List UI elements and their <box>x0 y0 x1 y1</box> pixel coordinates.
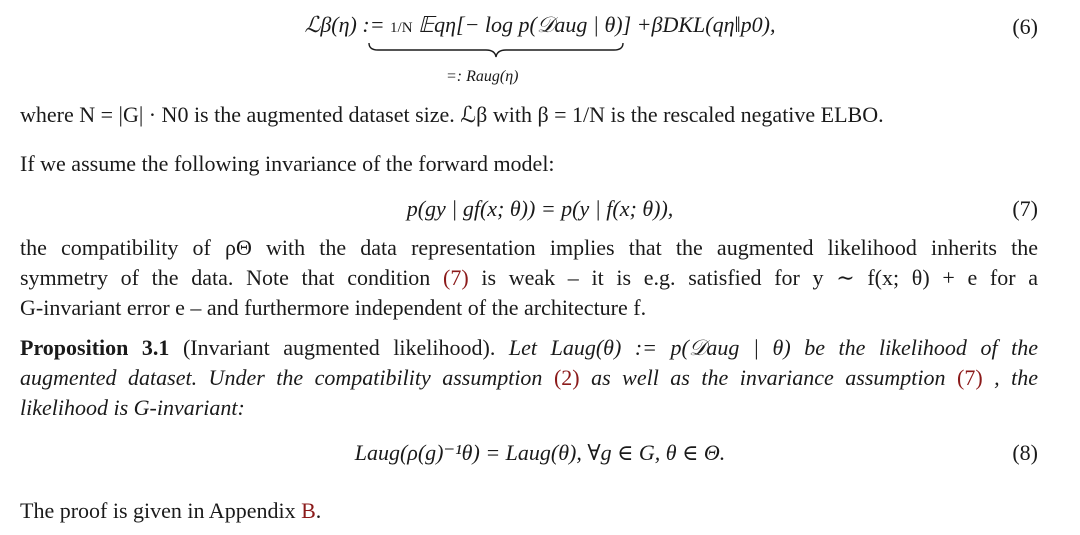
closing-end: . <box>315 498 322 523</box>
proposition-line-2-b: as well as the invariance assumption <box>591 365 957 390</box>
equation-7-number: (7) <box>1012 196 1038 221</box>
paragraph-1: where N = |G| · N0 is the augmented dataset size. ℒβ with β = 1/N is the rescaled negative ELBO. <box>20 102 884 127</box>
paragraph-3-line-1: the compatibility of ρΘ with the data representation implies that the augmented likelihood inherits the <box>20 235 1038 260</box>
proposition-name: (Invariant augmented likelihood). <box>182 335 496 360</box>
proposition-line-2-c: , the <box>994 365 1039 390</box>
proposition-line-1 <box>20 337 1038 359</box>
underbrace <box>368 42 624 58</box>
proposition-line-2 <box>20 367 1038 389</box>
proposition-line-1-text: Let Laug(θ) := p(𝒟aug | θ) be the likelihood of the <box>508 335 1039 360</box>
proposition-line-3: likelihood is G-invariant: <box>20 395 245 420</box>
equation-8-number: (8) <box>1012 440 1038 465</box>
closing-text: The proof is given in Appendix <box>20 498 302 523</box>
equation-2-link[interactable]: (2) <box>553 365 580 390</box>
paragraph-3-line-2 <box>20 267 1038 289</box>
appendix-b-link[interactable]: B <box>301 498 316 523</box>
underbrace-label: =: Raug(η) <box>446 68 519 85</box>
equation-6-frac: 1/N <box>390 20 413 36</box>
closing-line <box>20 500 1038 522</box>
equation-6-expectation: 𝔼qη[− log p(𝒟aug | θ)] <box>418 12 632 37</box>
paragraph-3-line-2-a: symmetry of the data. Note that condition <box>20 265 443 290</box>
paragraph-3-line-2-b: is weak – it is e.g. satisfied for y ∼ f(x; θ) + e for a <box>481 265 1038 290</box>
equation-7-text: p(gy | gf(x; θ)) = p(y | f(x; θ)), <box>406 196 674 221</box>
equation-8-text: Laug(ρ(g)⁻¹θ) = Laug(θ), ∀g ∈ G, θ ∈ Θ. <box>354 440 726 465</box>
paragraph-3-line-3: G-invariant error e – and furthermore independent of the architecture f. <box>20 295 647 320</box>
equation-6-lhs: ℒβ(η) := <box>304 12 385 37</box>
equation-7-link[interactable]: (7) <box>443 265 469 290</box>
equation-6-number: (6) <box>1012 14 1038 39</box>
proposition-title: Proposition 3.1 <box>20 335 170 360</box>
equation-7-link-2[interactable]: (7) <box>957 365 983 390</box>
proposition-line-2-a: augmented dataset. Under the compatibility assumption <box>20 365 554 390</box>
paragraph-2: If we assume the following invariance of the forward model: <box>20 151 555 176</box>
equation-6-rhs: +βDKL(qη‖p0), <box>636 12 776 37</box>
